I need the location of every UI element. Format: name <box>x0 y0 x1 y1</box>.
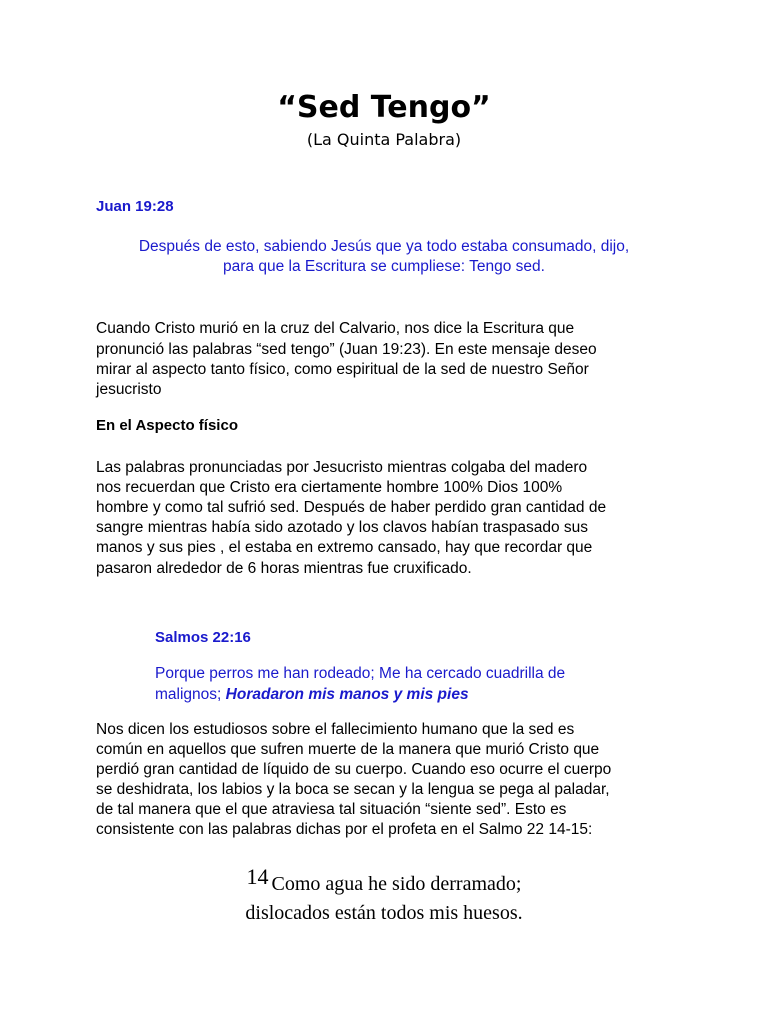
paragraph-line: común en aquellos que sufren muerte de la manera que murió Cristo que <box>96 741 600 758</box>
paragraph-line: sangre mientras había sido azotado y los clavos habían traspasado sus <box>96 519 588 536</box>
paragraph-line: Las palabras pronunciadas por Jesucristo mientras colgaba del madero <box>96 459 588 476</box>
scripture-reference-salmos: Salmos 22:16 <box>155 629 251 646</box>
paragraph-line: jesucristo <box>96 381 162 398</box>
verse-juan-line-1: Después de esto, sabiendo Jesús que ya todo estaba consumado, dijo, <box>138 238 630 255</box>
paragraph-line: manos y sus pies , el estaba en extremo cansado, hay que recordar que <box>96 539 593 556</box>
verse-salmos-line-1: Porque perros me han rodeado; Me ha cercado cuadrilla de <box>155 665 566 682</box>
verse-text: Como agua he sido derramado; <box>271 873 522 895</box>
page-title: “Sed Tengo” <box>277 90 491 125</box>
paragraph-line: hombre y como tal sufrió sed. Después de haber perdido gran cantidad de <box>96 499 607 516</box>
paragraph-line: Nos dicen los estudiosos sobre el fallecimiento humano que la sed es <box>96 721 575 738</box>
page-subtitle: (La Quinta Palabra) <box>306 130 462 149</box>
verse-emphasis: Horadaron mis manos y mis pies <box>225 686 469 703</box>
paragraph-line: pasaron alrededor de 6 horas mientras fue cruxificado. <box>96 560 472 577</box>
section-heading: En el Aspecto físico <box>96 417 238 434</box>
paragraph-line: perdió gran cantidad de líquido de su cuerpo. Cuando eso ocurre el cuerpo <box>96 761 612 778</box>
paragraph-line: Cuando Cristo murió en la cruz del Calvario, nos dice la Escritura que <box>96 320 575 337</box>
verse-salmos-line-2 <box>155 685 635 705</box>
psalm-verse-line-2: dislocados están todos mis huesos. <box>245 902 523 924</box>
psalm-verse-line-1 <box>0 862 768 899</box>
verse-text: malignos; <box>155 686 226 703</box>
paragraph-line: consistente con las palabras dichas por el profeta en el Salmo 22 14-15: <box>96 821 593 838</box>
paragraph-line: mirar al aspecto tanto físico, como espiritual de la sed de nuestro Señor <box>96 361 589 378</box>
paragraph-line: nos recuerdan que Cristo era ciertamente hombre 100% Dios 100% <box>96 479 563 496</box>
paragraph-line: pronunció las palabras “sed tengo” (Juan 19:23). En este mensaje deseo <box>96 341 597 358</box>
scripture-reference-juan: Juan 19:28 <box>96 198 174 215</box>
paragraph-line: se deshidrata, los labios y la boca se secan y la lengua se pega al paladar, <box>96 781 610 798</box>
paragraph-line: de tal manera que el que atraviesa tal situación “siente sed”. Esto es <box>96 801 567 818</box>
verse-juan-line-2: para que la Escritura se cumpliese: Tengo sed. <box>223 258 545 275</box>
verse-number: 14 <box>246 864 269 889</box>
